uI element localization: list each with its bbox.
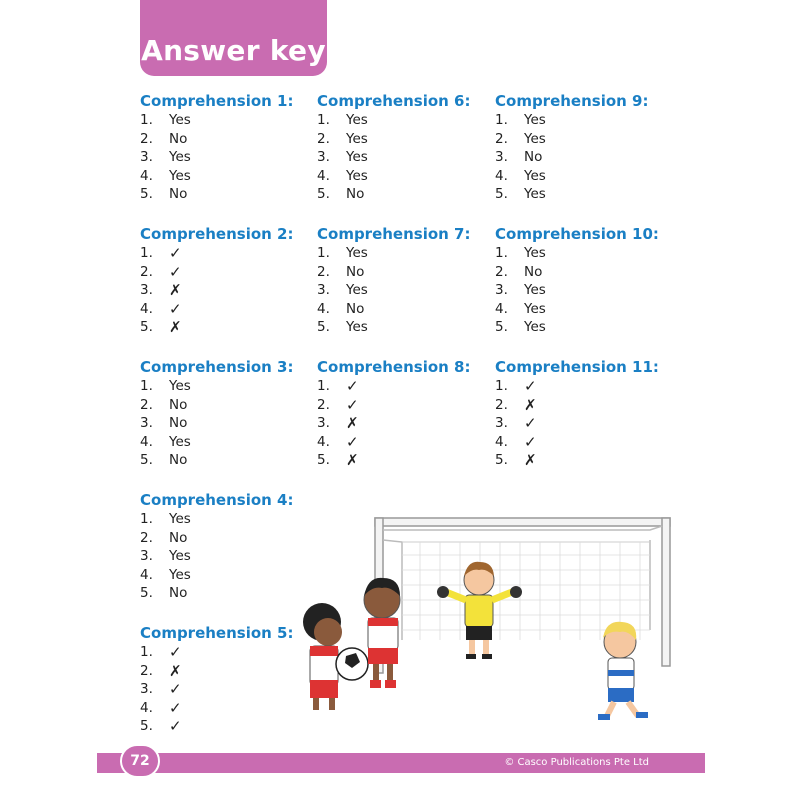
item-number: 1.	[495, 245, 508, 261]
list-item	[317, 263, 487, 282]
section-title: Comprehension 5:	[140, 624, 294, 642]
list-item	[140, 699, 310, 718]
list-item	[317, 433, 487, 452]
answer-value: ✓	[524, 432, 537, 451]
item-number: 4.	[317, 167, 330, 184]
list-item	[140, 281, 310, 300]
list-item	[317, 148, 487, 167]
answer-value: No	[346, 263, 365, 280]
answer-value: Yes	[524, 245, 546, 261]
item-number: 1.	[140, 644, 153, 660]
list-item	[495, 111, 665, 130]
item-number: 1.	[495, 112, 508, 128]
item-number: 5.	[140, 718, 153, 734]
answer-value: ✓	[169, 698, 182, 717]
list-item	[317, 185, 487, 204]
item-number: 1.	[140, 511, 153, 527]
list-item	[140, 414, 310, 433]
answer-value: No	[169, 585, 188, 601]
answer-value: Yes	[169, 548, 191, 564]
answer-list	[317, 377, 487, 470]
answer-section	[317, 357, 487, 470]
item-number: 1.	[317, 245, 330, 261]
player-with-ball-icon	[303, 603, 368, 725]
list-item	[495, 414, 665, 433]
answer-value: Yes	[524, 112, 546, 128]
answer-list	[140, 510, 310, 603]
answer-value: Yes	[346, 319, 368, 335]
answer-value: ✓	[169, 299, 182, 318]
list-item	[317, 281, 487, 300]
answer-value: ✗	[169, 661, 182, 680]
answer-value: Yes	[346, 245, 368, 261]
answer-section	[495, 357, 665, 470]
list-item	[140, 318, 310, 337]
answer-list	[495, 377, 665, 470]
section-title: Comprehension 11:	[495, 358, 659, 376]
list-item	[140, 185, 310, 204]
answer-value: No	[169, 186, 188, 202]
answer-value: ✗	[346, 451, 359, 469]
item-number: 5.	[317, 452, 330, 468]
list-item	[495, 263, 665, 282]
item-number: 5.	[140, 585, 153, 601]
list-item	[495, 148, 665, 167]
answer-section	[317, 91, 487, 204]
item-number: 2.	[140, 396, 153, 413]
list-item	[140, 148, 310, 167]
answer-value: ✓	[346, 432, 359, 451]
answer-value: No	[524, 263, 543, 280]
item-number: 2.	[140, 130, 153, 147]
answer-section	[140, 490, 310, 603]
answer-value: Yes	[524, 186, 546, 202]
item-number: 1.	[140, 378, 153, 394]
answer-list	[140, 377, 310, 470]
item-number: 5.	[317, 186, 330, 202]
section-title: Comprehension 9:	[495, 92, 649, 110]
list-item	[495, 244, 665, 263]
item-number: 2.	[140, 662, 153, 679]
answer-list	[317, 244, 487, 337]
list-item	[317, 111, 487, 130]
item-number: 2.	[317, 396, 330, 413]
soccer-illustration	[290, 510, 685, 740]
answer-value: ✓	[169, 717, 182, 735]
item-number: 2.	[495, 263, 508, 280]
list-item	[140, 167, 310, 186]
list-item	[495, 433, 665, 452]
page-title: Answer key	[141, 34, 326, 67]
answer-section	[140, 91, 310, 204]
answer-value: Yes	[169, 433, 191, 450]
answer-list	[495, 244, 665, 337]
answer-value: Yes	[524, 130, 546, 147]
answer-value: ✓	[169, 680, 182, 698]
list-item	[317, 300, 487, 319]
list-item	[140, 396, 310, 415]
list-item	[317, 167, 487, 186]
list-item	[495, 185, 665, 204]
answer-value: No	[169, 529, 188, 546]
item-number: 4.	[317, 433, 330, 450]
list-item	[140, 717, 310, 736]
answer-value: ✓	[169, 244, 182, 262]
list-item	[140, 130, 310, 149]
answer-value: Yes	[346, 112, 368, 128]
answer-section	[495, 91, 665, 204]
item-number: 5.	[495, 319, 508, 335]
item-number: 3.	[317, 415, 330, 431]
list-item	[140, 451, 310, 470]
answer-value: Yes	[524, 319, 546, 335]
answer-list	[140, 244, 310, 337]
item-number: 1.	[140, 112, 153, 128]
answer-section	[495, 224, 665, 337]
item-number: 4.	[495, 300, 508, 317]
list-item	[317, 414, 487, 433]
list-item	[495, 130, 665, 149]
item-number: 5.	[495, 186, 508, 202]
list-item	[317, 318, 487, 337]
item-number: 3.	[317, 282, 330, 298]
item-number: 2.	[495, 130, 508, 147]
footer-bar	[97, 753, 705, 773]
item-number: 3.	[140, 282, 153, 298]
player-running-icon	[598, 622, 648, 720]
item-number: 4.	[495, 433, 508, 450]
list-item	[140, 377, 310, 396]
copyright-text: © Casco Publications Pte Ltd	[504, 757, 649, 768]
title-tab	[140, 0, 327, 76]
item-number: 5.	[140, 319, 153, 335]
answer-value: Yes	[169, 167, 191, 184]
item-number: 2.	[140, 263, 153, 280]
answer-value: Yes	[524, 300, 546, 317]
answer-value: No	[169, 415, 188, 431]
item-number: 4.	[495, 167, 508, 184]
answer-value: ✗	[169, 318, 182, 336]
answer-value: Yes	[169, 511, 191, 527]
answer-section	[317, 224, 487, 337]
list-item	[140, 263, 310, 282]
item-number: 4.	[140, 699, 153, 716]
item-number: 5.	[140, 186, 153, 202]
list-item	[140, 547, 310, 566]
answer-value: ✓	[524, 414, 537, 432]
item-number: 1.	[495, 378, 508, 394]
item-number: 3.	[140, 681, 153, 697]
list-item	[140, 300, 310, 319]
list-item	[140, 433, 310, 452]
answer-list	[317, 111, 487, 204]
answer-section	[140, 357, 310, 470]
answer-value: No	[346, 300, 365, 317]
page-number: 72	[120, 744, 160, 778]
item-number: 5.	[495, 452, 508, 468]
answer-value: No	[169, 396, 188, 413]
list-item	[140, 529, 310, 548]
item-number: 1.	[317, 112, 330, 128]
answer-value: ✗	[346, 414, 359, 432]
item-number: 3.	[140, 149, 153, 165]
answer-section	[140, 224, 310, 337]
item-number: 2.	[317, 130, 330, 147]
answer-value: Yes	[169, 378, 191, 394]
item-number: 1.	[317, 378, 330, 394]
list-item	[495, 281, 665, 300]
section-title: Comprehension 6:	[317, 92, 471, 110]
section-title: Comprehension 7:	[317, 225, 471, 243]
answer-list	[140, 111, 310, 204]
answer-value: Yes	[169, 149, 191, 165]
list-item	[140, 662, 310, 681]
answer-value: Yes	[169, 112, 191, 128]
answer-section	[140, 623, 310, 736]
answer-value: Yes	[346, 130, 368, 147]
answer-value: Yes	[524, 167, 546, 184]
answer-value: No	[524, 149, 543, 165]
answer-value: No	[169, 130, 188, 147]
answer-value: No	[346, 186, 365, 202]
section-title: Comprehension 1:	[140, 92, 294, 110]
item-number: 2.	[140, 529, 153, 546]
answer-value: ✗	[524, 451, 537, 469]
item-number: 3.	[495, 282, 508, 298]
section-title: Comprehension 10:	[495, 225, 659, 243]
list-item	[495, 318, 665, 337]
item-number: 4.	[140, 300, 153, 317]
item-number: 3.	[317, 149, 330, 165]
answer-value: ✗	[524, 395, 537, 414]
item-number: 3.	[495, 149, 508, 165]
list-item	[140, 584, 310, 603]
item-number: 5.	[317, 319, 330, 335]
list-item	[140, 566, 310, 585]
answer-value: ✓	[169, 643, 182, 661]
list-item	[140, 680, 310, 699]
section-title: Comprehension 4:	[140, 491, 294, 509]
list-item	[317, 244, 487, 263]
answer-value: ✓	[346, 395, 359, 414]
list-item	[140, 111, 310, 130]
answer-value: Yes	[346, 149, 368, 165]
answer-value: Yes	[169, 566, 191, 583]
list-item	[495, 396, 665, 415]
list-item	[495, 451, 665, 470]
list-item	[317, 130, 487, 149]
answer-value: ✗	[169, 281, 182, 299]
answer-value: ✓	[346, 377, 359, 395]
list-item	[140, 643, 310, 662]
list-item	[317, 396, 487, 415]
item-number: 3.	[495, 415, 508, 431]
list-item	[495, 300, 665, 319]
goalkeeper-icon	[437, 562, 522, 659]
answer-value: No	[169, 452, 188, 468]
item-number: 1.	[140, 245, 153, 261]
item-number: 2.	[317, 263, 330, 280]
item-number: 4.	[140, 433, 153, 450]
answer-list	[495, 111, 665, 204]
answer-value: Yes	[346, 282, 368, 298]
list-item	[495, 167, 665, 186]
list-item	[140, 510, 310, 529]
item-number: 5.	[140, 452, 153, 468]
list-item	[140, 244, 310, 263]
item-number: 3.	[140, 415, 153, 431]
item-number: 4.	[317, 300, 330, 317]
list-item	[495, 377, 665, 396]
answer-value: Yes	[346, 167, 368, 184]
section-title: Comprehension 8:	[317, 358, 471, 376]
item-number: 3.	[140, 548, 153, 564]
item-number: 2.	[495, 396, 508, 413]
list-item	[317, 377, 487, 396]
section-title: Comprehension 3:	[140, 358, 294, 376]
answer-list	[140, 643, 310, 736]
list-item	[317, 451, 487, 470]
answer-value: Yes	[524, 282, 546, 298]
answer-value: ✓	[524, 377, 537, 395]
answer-value: ✓	[169, 262, 182, 281]
item-number: 4.	[140, 167, 153, 184]
item-number: 4.	[140, 566, 153, 583]
section-title: Comprehension 2:	[140, 225, 294, 243]
